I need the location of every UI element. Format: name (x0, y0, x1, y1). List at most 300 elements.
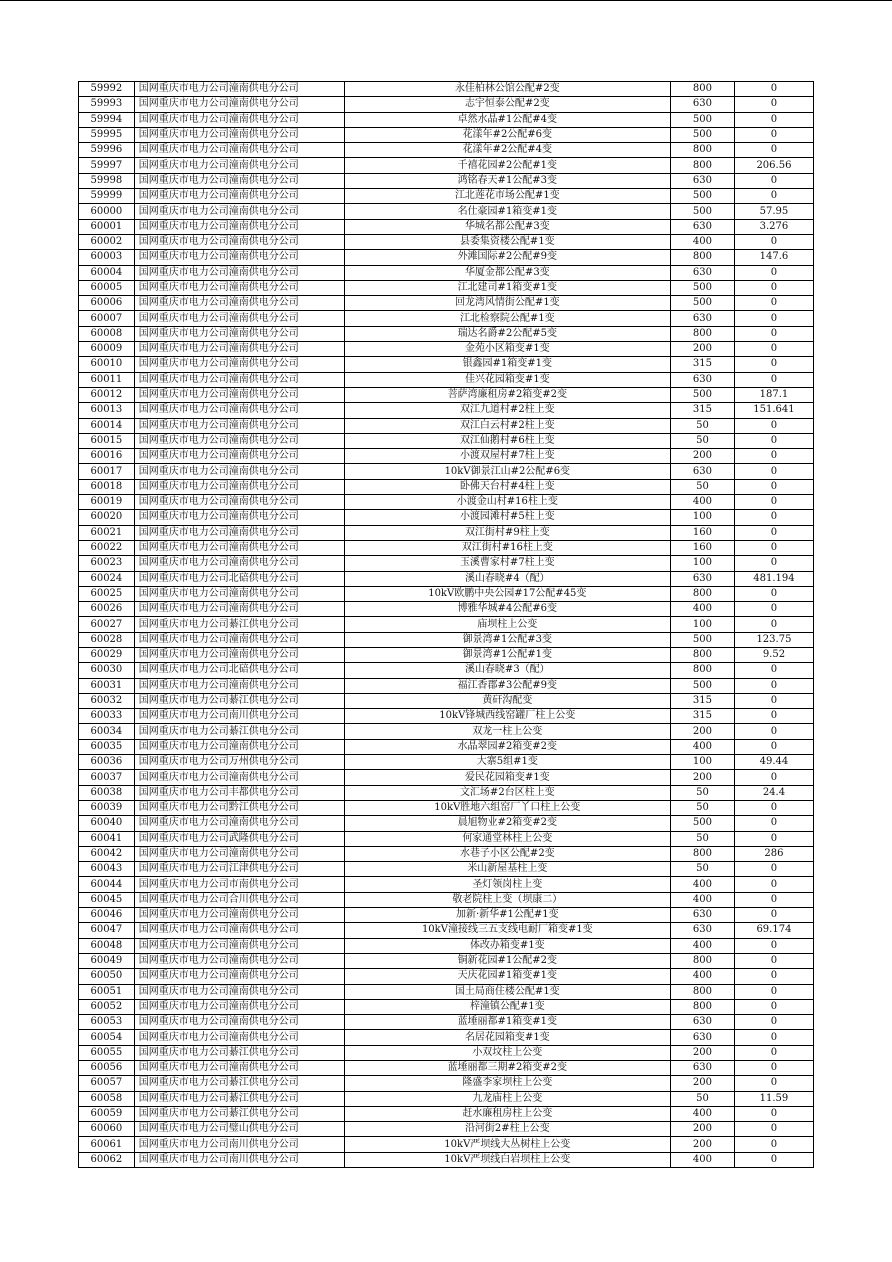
table-row (79, 953, 814, 968)
value-cell: 123.75 (734, 632, 813, 647)
capacity-cell: 500 (671, 816, 735, 831)
capacity-cell: 100 (671, 556, 735, 571)
table-row (79, 189, 814, 204)
capacity-cell: 500 (671, 678, 735, 693)
station-name-cell: 御景湾#1公配#1变 (344, 647, 670, 662)
station-name-cell: 县委集资楼公配#1变 (344, 234, 670, 249)
value-cell: 0 (734, 693, 813, 708)
value-cell: 0 (734, 112, 813, 127)
table-row (79, 1106, 814, 1121)
row-id-cell: 59995 (79, 127, 135, 142)
table-row (79, 586, 814, 601)
row-id-cell: 60020 (79, 510, 135, 525)
company-cell: 国网重庆市电力公司潼南供电分公司 (134, 495, 344, 510)
value-cell: 0 (734, 1030, 813, 1045)
company-cell: 国网重庆市电力公司潼南供电分公司 (134, 999, 344, 1014)
value-cell: 9.52 (734, 647, 813, 662)
table-row (79, 647, 814, 662)
table-row (79, 1122, 814, 1137)
value-cell: 0 (734, 1061, 813, 1076)
company-cell: 国网重庆市电力公司潼南供电分公司 (134, 770, 344, 785)
table-row (79, 449, 814, 464)
table-row (79, 1045, 814, 1060)
capacity-cell: 400 (671, 1152, 735, 1167)
capacity-cell: 630 (671, 923, 735, 938)
station-name-cell: 文汇场#2台区柱上变 (344, 785, 670, 800)
station-name-cell: 名居花园箱变#1变 (344, 1030, 670, 1045)
table-row (79, 204, 814, 219)
table-row (79, 602, 814, 617)
row-id-cell: 60054 (79, 1030, 135, 1045)
table-row (79, 403, 814, 418)
station-name-cell: 10kV严坝线大丛树柱上公变 (344, 1137, 670, 1152)
row-id-cell: 60007 (79, 311, 135, 326)
value-cell: 0 (734, 173, 813, 188)
company-cell: 国网重庆市电力公司潼南供电分公司 (134, 250, 344, 265)
company-cell: 国网重庆市电力公司潼南供电分公司 (134, 326, 344, 341)
station-name-cell: 爱民花园箱变#1变 (344, 770, 670, 785)
capacity-cell: 50 (671, 800, 735, 815)
row-id-cell: 60049 (79, 953, 135, 968)
capacity-cell: 500 (671, 204, 735, 219)
row-id-cell: 59996 (79, 143, 135, 158)
company-cell: 国网重庆市电力公司潼南供电分公司 (134, 984, 344, 999)
value-cell: 0 (734, 1015, 813, 1030)
company-cell: 国网重庆市电力公司潼南供电分公司 (134, 923, 344, 938)
row-id-cell: 60016 (79, 449, 135, 464)
table-row (79, 693, 814, 708)
station-name-cell: 赶水廉租房柱上公变 (344, 1106, 670, 1121)
company-cell: 国网重庆市电力公司綦江供电分公司 (134, 693, 344, 708)
station-name-cell: 名仕豪园#1箱变#1变 (344, 204, 670, 219)
row-id-cell: 60013 (79, 403, 135, 418)
capacity-cell: 500 (671, 296, 735, 311)
row-id-cell: 60026 (79, 602, 135, 617)
company-cell: 国网重庆市电力公司潼南供电分公司 (134, 479, 344, 494)
table-row (79, 525, 814, 540)
capacity-cell: 400 (671, 969, 735, 984)
company-cell: 国网重庆市电力公司綦江供电分公司 (134, 1045, 344, 1060)
table-row (79, 800, 814, 815)
capacity-cell: 50 (671, 479, 735, 494)
station-name-cell: 黄矸沟配变 (344, 693, 670, 708)
company-cell: 国网重庆市电力公司潼南供电分公司 (134, 173, 344, 188)
table-row (79, 862, 814, 877)
table-row (79, 816, 814, 831)
value-cell: 0 (734, 739, 813, 754)
capacity-cell: 500 (671, 632, 735, 647)
value-cell: 0 (734, 495, 813, 510)
value-cell: 286 (734, 846, 813, 861)
capacity-cell: 800 (671, 586, 735, 601)
capacity-cell: 315 (671, 709, 735, 724)
company-cell: 国网重庆市电力公司北碚供电分公司 (134, 571, 344, 586)
value-cell: 0 (734, 449, 813, 464)
company-cell: 国网重庆市电力公司潼南供电分公司 (134, 387, 344, 402)
value-cell: 0 (734, 82, 813, 97)
capacity-cell: 800 (671, 953, 735, 968)
row-id-cell: 60010 (79, 357, 135, 372)
station-name-cell: 花漾年#2公配#4变 (344, 143, 670, 158)
table-row (79, 250, 814, 265)
capacity-cell: 50 (671, 1091, 735, 1106)
company-cell: 国网重庆市电力公司綦江供电分公司 (134, 1106, 344, 1121)
row-id-cell: 60019 (79, 495, 135, 510)
station-name-cell: 卧佛天台村#4柱上变 (344, 479, 670, 494)
value-cell: 0 (734, 724, 813, 739)
value-cell: 151.641 (734, 403, 813, 418)
station-name-cell: 蓝埵丽都三期#2箱变#2变 (344, 1061, 670, 1076)
capacity-cell: 800 (671, 846, 735, 861)
value-cell: 0 (734, 770, 813, 785)
station-name-cell: 体改办箱变#1变 (344, 938, 670, 953)
value-cell: 0 (734, 969, 813, 984)
company-cell: 国网重庆市电力公司潼南供电分公司 (134, 265, 344, 280)
company-cell: 国网重庆市电力公司潼南供电分公司 (134, 816, 344, 831)
station-name-cell: 水晶翠园#2箱变#2变 (344, 739, 670, 754)
table-row (79, 556, 814, 571)
company-cell: 国网重庆市电力公司潼南供电分公司 (134, 280, 344, 295)
capacity-cell: 400 (671, 892, 735, 907)
value-cell: 0 (734, 510, 813, 525)
value-cell: 0 (734, 831, 813, 846)
station-name-cell: 米山新屋基柱上变 (344, 862, 670, 877)
row-id-cell: 60055 (79, 1045, 135, 1060)
table-row (79, 984, 814, 999)
capacity-cell: 160 (671, 540, 735, 555)
row-id-cell: 60009 (79, 342, 135, 357)
station-name-cell: 博雅华城#4公配#6变 (344, 602, 670, 617)
company-cell: 国网重庆市电力公司綦江供电分公司 (134, 724, 344, 739)
company-cell: 国网重庆市电力公司潼南供电分公司 (134, 540, 344, 555)
company-cell: 国网重庆市电力公司潼南供电分公司 (134, 158, 344, 173)
value-cell: 147.6 (734, 250, 813, 265)
row-id-cell: 60059 (79, 1106, 135, 1121)
table-row (79, 617, 814, 632)
value-cell: 0 (734, 127, 813, 142)
capacity-cell: 500 (671, 189, 735, 204)
capacity-cell: 400 (671, 234, 735, 249)
station-name-cell: 菩萨湾廉租房#2箱变#2变 (344, 387, 670, 402)
table-row (79, 785, 814, 800)
capacity-cell: 630 (671, 571, 735, 586)
capacity-cell: 800 (671, 250, 735, 265)
capacity-cell: 630 (671, 372, 735, 387)
table-row (79, 770, 814, 785)
table-row (79, 892, 814, 907)
row-id-cell: 60032 (79, 693, 135, 708)
value-cell: 57.95 (734, 204, 813, 219)
value-cell: 0 (734, 617, 813, 632)
station-name-cell: 佳兴花园箱变#1变 (344, 372, 670, 387)
value-cell: 0 (734, 357, 813, 372)
station-name-cell: 小渡双屋村#7柱上变 (344, 449, 670, 464)
row-id-cell: 60018 (79, 479, 135, 494)
row-id-cell: 60046 (79, 908, 135, 923)
row-id-cell: 60021 (79, 525, 135, 540)
value-cell: 0 (734, 999, 813, 1014)
capacity-cell: 50 (671, 862, 735, 877)
row-id-cell: 60002 (79, 234, 135, 249)
row-id-cell: 60029 (79, 647, 135, 662)
company-cell: 国网重庆市电力公司潼南供电分公司 (134, 403, 344, 418)
table-row (79, 877, 814, 892)
row-id-cell: 59993 (79, 97, 135, 112)
station-name-cell: 志宇恒泰公配#2变 (344, 97, 670, 112)
value-cell: 0 (734, 143, 813, 158)
table-row (79, 999, 814, 1014)
company-cell: 国网重庆市电力公司丰都供电分公司 (134, 785, 344, 800)
row-id-cell: 59998 (79, 173, 135, 188)
station-name-cell: 何家通堂林柱上公变 (344, 831, 670, 846)
row-id-cell: 60025 (79, 586, 135, 601)
table-row (79, 510, 814, 525)
row-id-cell: 60035 (79, 739, 135, 754)
company-cell: 国网重庆市电力公司万州供电分公司 (134, 755, 344, 770)
value-cell: 0 (734, 280, 813, 295)
capacity-cell: 50 (671, 831, 735, 846)
capacity-cell: 160 (671, 525, 735, 540)
table-row (79, 265, 814, 280)
value-cell: 0 (734, 540, 813, 555)
station-name-cell: 双江九道村#2柱上变 (344, 403, 670, 418)
station-name-cell: 回龙湾风情街公配#1变 (344, 296, 670, 311)
value-cell: 0 (734, 234, 813, 249)
table-row (79, 1091, 814, 1106)
capacity-cell: 200 (671, 770, 735, 785)
row-id-cell: 60000 (79, 204, 135, 219)
table-row (79, 219, 814, 234)
row-id-cell: 60041 (79, 831, 135, 846)
value-cell: 0 (734, 663, 813, 678)
station-name-cell: 双江街村#9柱上变 (344, 525, 670, 540)
value-cell: 0 (734, 1106, 813, 1121)
company-cell: 国网重庆市电力公司潼南供电分公司 (134, 602, 344, 617)
value-cell: 0 (734, 862, 813, 877)
value-cell: 0 (734, 372, 813, 387)
table-row (79, 311, 814, 326)
capacity-cell: 400 (671, 877, 735, 892)
capacity-cell: 200 (671, 1122, 735, 1137)
capacity-cell: 500 (671, 112, 735, 127)
station-name-cell: 华城名都公配#3变 (344, 219, 670, 234)
station-name-cell: 九龙庙柱上公变 (344, 1091, 670, 1106)
row-id-cell: 60003 (79, 250, 135, 265)
company-cell: 国网重庆市电力公司潼南供电分公司 (134, 586, 344, 601)
value-cell: 0 (734, 556, 813, 571)
value-cell: 24.4 (734, 785, 813, 800)
row-id-cell: 60057 (79, 1076, 135, 1091)
capacity-cell: 500 (671, 387, 735, 402)
table-row (79, 112, 814, 127)
table-row (79, 433, 814, 448)
company-cell: 国网重庆市电力公司潼南供电分公司 (134, 82, 344, 97)
row-id-cell: 60045 (79, 892, 135, 907)
company-cell: 国网重庆市电力公司潼南供电分公司 (134, 127, 344, 142)
table-row (79, 1015, 814, 1030)
company-cell: 国网重庆市电力公司潼南供电分公司 (134, 372, 344, 387)
table-row (79, 1152, 814, 1167)
table-row (79, 739, 814, 754)
row-id-cell: 60034 (79, 724, 135, 739)
row-id-cell: 60028 (79, 632, 135, 647)
company-cell: 国网重庆市电力公司潼南供电分公司 (134, 525, 344, 540)
company-cell: 国网重庆市电力公司潼南供电分公司 (134, 953, 344, 968)
table-row (79, 1137, 814, 1152)
capacity-cell: 100 (671, 510, 735, 525)
value-cell: 0 (734, 678, 813, 693)
value-cell: 0 (734, 938, 813, 953)
company-cell: 国网重庆市电力公司北碚供电分公司 (134, 663, 344, 678)
row-id-cell: 60004 (79, 265, 135, 280)
table-row (79, 173, 814, 188)
table-row (79, 663, 814, 678)
value-cell: 0 (734, 296, 813, 311)
company-cell: 国网重庆市电力公司合川供电分公司 (134, 892, 344, 907)
value-cell: 0 (734, 800, 813, 815)
station-name-cell: 双江街村#16柱上变 (344, 540, 670, 555)
table-row (79, 831, 814, 846)
value-cell: 0 (734, 265, 813, 280)
table-row (79, 234, 814, 249)
value-cell: 11.59 (734, 1091, 813, 1106)
capacity-cell: 630 (671, 1015, 735, 1030)
company-cell: 国网重庆市电力公司潼南供电分公司 (134, 97, 344, 112)
capacity-cell: 500 (671, 127, 735, 142)
value-cell: 0 (734, 1045, 813, 1060)
station-name-cell: 双江白云村#2柱上变 (344, 418, 670, 433)
company-cell: 国网重庆市电力公司潼南供电分公司 (134, 969, 344, 984)
company-cell: 国网重庆市电力公司綦江供电分公司 (134, 1091, 344, 1106)
capacity-cell: 630 (671, 219, 735, 234)
capacity-cell: 800 (671, 143, 735, 158)
company-cell: 国网重庆市电力公司潼南供电分公司 (134, 449, 344, 464)
table-row (79, 678, 814, 693)
station-name-cell: 晨旭物业#2箱变#2变 (344, 816, 670, 831)
station-name-cell: 瑞达名爵#2公配#5变 (344, 326, 670, 341)
value-cell: 0 (734, 1122, 813, 1137)
row-id-cell: 60027 (79, 617, 135, 632)
row-id-cell: 60008 (79, 326, 135, 341)
value-cell: 481.194 (734, 571, 813, 586)
company-cell: 国网重庆市电力公司潼南供电分公司 (134, 678, 344, 693)
value-cell: 0 (734, 1137, 813, 1152)
company-cell: 国网重庆市电力公司潼南供电分公司 (134, 510, 344, 525)
station-name-cell: 蓝埵丽都#1箱变#1变 (344, 1015, 670, 1030)
capacity-cell: 400 (671, 1106, 735, 1121)
station-name-cell: 银鑫园#1箱变#1变 (344, 357, 670, 372)
station-name-cell: 小渡金山村#16柱上变 (344, 495, 670, 510)
company-cell: 国网重庆市电力公司潼南供电分公司 (134, 464, 344, 479)
table-row (79, 342, 814, 357)
capacity-cell: 800 (671, 326, 735, 341)
station-name-cell: 庙坝柱上公变 (344, 617, 670, 632)
station-name-cell: 江北建司#1箱变#1变 (344, 280, 670, 295)
company-cell: 国网重庆市电力公司潼南供电分公司 (134, 908, 344, 923)
station-name-cell: 10kV御景江山#2公配#6变 (344, 464, 670, 479)
capacity-cell: 630 (671, 908, 735, 923)
row-id-cell: 60039 (79, 800, 135, 815)
top-rule (0, 0, 892, 1)
row-id-cell: 60001 (79, 219, 135, 234)
capacity-cell: 800 (671, 647, 735, 662)
company-cell: 国网重庆市电力公司潼南供电分公司 (134, 143, 344, 158)
capacity-cell: 630 (671, 1061, 735, 1076)
company-cell: 国网重庆市电力公司潼南供电分公司 (134, 1030, 344, 1045)
table-row (79, 418, 814, 433)
company-cell: 国网重庆市电力公司江津供电分公司 (134, 862, 344, 877)
row-id-cell: 60037 (79, 770, 135, 785)
value-cell: 0 (734, 816, 813, 831)
company-cell: 国网重庆市电力公司綦江供电分公司 (134, 1076, 344, 1091)
capacity-cell: 315 (671, 357, 735, 372)
value-cell: 0 (734, 433, 813, 448)
company-cell: 国网重庆市电力公司潼南供电分公司 (134, 189, 344, 204)
station-name-cell: 国土局商住楼公配#1变 (344, 984, 670, 999)
value-cell: 0 (734, 984, 813, 999)
value-cell: 49.44 (734, 755, 813, 770)
table-row (79, 82, 814, 97)
company-cell: 国网重庆市电力公司潼南供电分公司 (134, 433, 344, 448)
row-id-cell: 60060 (79, 1122, 135, 1137)
station-name-cell: 福江香郡#3公配#9变 (344, 678, 670, 693)
row-id-cell: 60052 (79, 999, 135, 1014)
row-id-cell: 60005 (79, 280, 135, 295)
station-name-cell: 圣灯领岗柱上变 (344, 877, 670, 892)
capacity-cell: 630 (671, 464, 735, 479)
capacity-cell: 200 (671, 1137, 735, 1152)
station-name-cell: 花漾年#2公配#6变 (344, 127, 670, 142)
row-id-cell: 60015 (79, 433, 135, 448)
company-cell: 国网重庆市电力公司璧山供电分公司 (134, 1122, 344, 1137)
row-id-cell: 60061 (79, 1137, 135, 1152)
row-id-cell: 60062 (79, 1152, 135, 1167)
table-row (79, 938, 814, 953)
value-cell: 3.276 (734, 219, 813, 234)
row-id-cell: 60023 (79, 556, 135, 571)
row-id-cell: 60017 (79, 464, 135, 479)
capacity-cell: 315 (671, 693, 735, 708)
value-cell: 206.56 (734, 158, 813, 173)
table-row (79, 387, 814, 402)
capacity-cell: 200 (671, 449, 735, 464)
company-cell: 国网重庆市电力公司潼南供电分公司 (134, 1061, 344, 1076)
company-cell: 国网重庆市电力公司潼南供电分公司 (134, 1015, 344, 1030)
row-id-cell: 60012 (79, 387, 135, 402)
row-id-cell: 59992 (79, 82, 135, 97)
station-name-cell: 双龙一柱上公变 (344, 724, 670, 739)
row-id-cell: 60030 (79, 663, 135, 678)
row-id-cell: 60058 (79, 1091, 135, 1106)
table-row (79, 479, 814, 494)
capacity-cell: 200 (671, 342, 735, 357)
station-name-cell: 敬老院柱上变（坝康二） (344, 892, 670, 907)
company-cell: 国网重庆市电力公司潼南供电分公司 (134, 296, 344, 311)
table-row (79, 908, 814, 923)
capacity-cell: 50 (671, 418, 735, 433)
station-name-cell: 永佳柏林公馆公配#2变 (344, 82, 670, 97)
table-row (79, 1061, 814, 1076)
station-name-cell: 水巷子小区公配#2变 (344, 846, 670, 861)
capacity-cell: 630 (671, 311, 735, 326)
station-name-cell: 溪山春晓#3（配） (344, 663, 670, 678)
value-cell: 0 (734, 418, 813, 433)
capacity-cell: 400 (671, 602, 735, 617)
station-name-cell: 双江仙鹅村#6柱上变 (344, 433, 670, 448)
table-row (79, 1076, 814, 1091)
table-row (79, 372, 814, 387)
value-cell: 69.174 (734, 923, 813, 938)
